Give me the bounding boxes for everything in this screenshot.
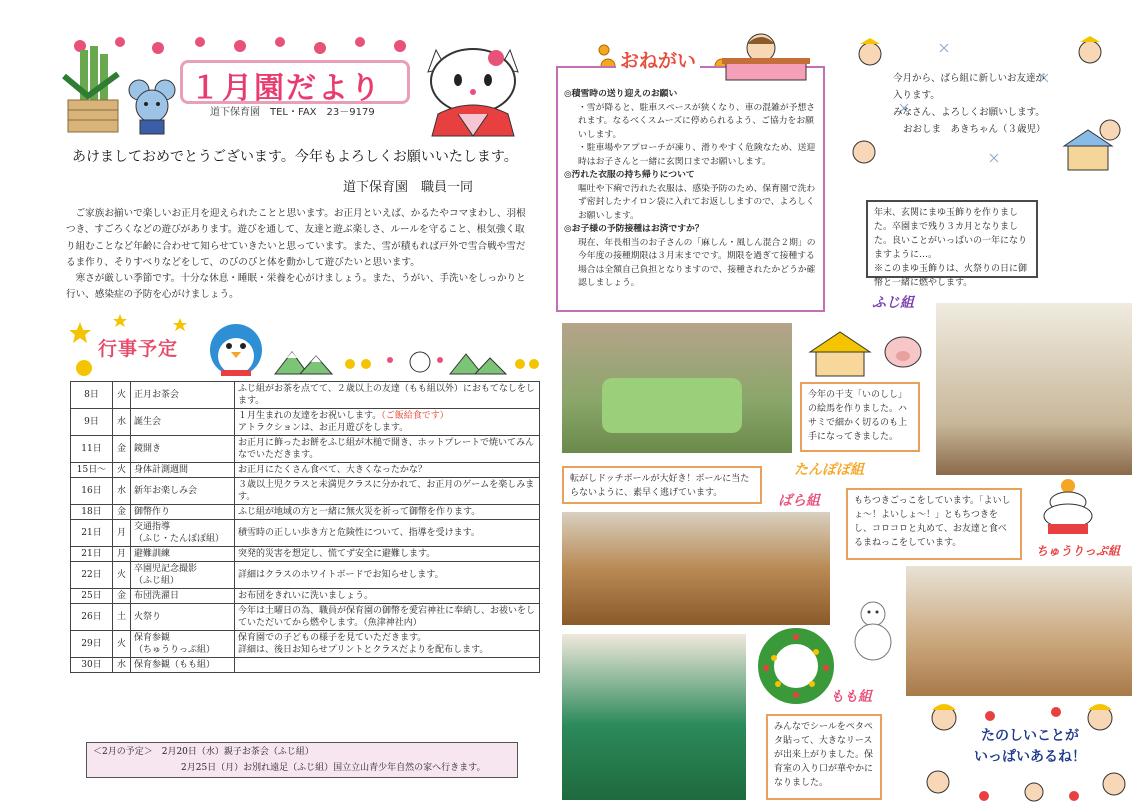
- event-desc: ふじ組が地域の方と一緒に無火災を祈って御幣を作ります。: [235, 505, 540, 520]
- event-date: 18日: [71, 505, 113, 520]
- table-row: [71, 520, 540, 547]
- fuji-class-photo: [936, 303, 1132, 475]
- table-row: [71, 547, 540, 562]
- event-weekday: 金: [113, 589, 131, 604]
- request-heading-3: ◎お子様の予防接種はお済ですか？: [564, 224, 704, 234]
- event-desc: お正月にたくさん食べて、大きくなったかな？: [235, 463, 540, 478]
- event-desc-extra: 詳細は、後日お知らせプリントとクラスだよりを配布します。: [238, 645, 489, 655]
- event-weekday: 水: [113, 658, 131, 673]
- fuji-comment: 年末、玄関にまゆ玉飾りを作りました。卒園まで残り３カ月となりました。良いことがいっぱいの一年になりますように…。: [874, 208, 1028, 260]
- events-heading: 行事予定: [98, 338, 179, 360]
- event-desc: 今年は土曜日の為、職員が保育園の御幣を愛宕神社に奉納し、お祓いをしていただいてから燃やします。（魚津神社内）: [235, 604, 540, 631]
- event-date: 29日: [71, 631, 113, 658]
- fuji-note: ※このまゆ玉飾りは、火祭りの日に御幣と一緒に燃やします。: [874, 264, 1028, 288]
- event-date: 26日: [71, 604, 113, 631]
- tanpopo-class-label: たんぽぽ組: [794, 462, 864, 478]
- next-month-line-1: ＜2月の予定＞ 2月20日（水）親子お茶会（ふじ組）: [93, 747, 314, 757]
- cat-mascot-icon: [418, 36, 528, 138]
- next-month-schedule: [86, 742, 518, 778]
- request-item-3: 嘔吐や下痢で汚れた衣服は、感染予防のため、保育園で洗わず密封したナイロン袋に入れてお返ししますので、よろしくお願いします。: [578, 183, 816, 221]
- events-table: [70, 381, 540, 673]
- event-date: 11日: [71, 436, 113, 463]
- nursery-contact: 道下保育園 TEL・FAX 23－9179: [210, 107, 375, 118]
- table-row: [71, 505, 540, 520]
- event-desc: [235, 631, 540, 658]
- event-desc-extra: アトラクションは、お正月遊びをします。: [238, 423, 409, 433]
- event-name-main: 保育参観: [134, 633, 171, 643]
- momo-class-photo: [562, 634, 746, 800]
- event-name: 新年お楽しみ会: [131, 478, 235, 505]
- table-row: [71, 463, 540, 478]
- event-name: [131, 562, 235, 589]
- table-row: [71, 604, 540, 631]
- bara-class-photo: [562, 512, 830, 625]
- intro-paragraphs: [66, 206, 534, 304]
- event-desc-main: 保育園での子どもの様子を見ていただきます。: [238, 633, 427, 643]
- event-weekday: 月: [113, 520, 131, 547]
- bara-comment: 転がしドッチボールが大好き！ボールに当たらないように、素早く逃げています。: [570, 474, 750, 498]
- event-name-main: 卒園児記念撮影: [134, 564, 198, 574]
- house-ema-icon: [806, 328, 874, 380]
- fuji-class-label: ふじ組: [872, 295, 914, 311]
- new-friend-notice: [893, 70, 1073, 138]
- event-name: 鏡開き: [131, 436, 235, 463]
- event-name-sub: （ふじ組）: [134, 576, 180, 586]
- event-name: 保育参観（もも組）: [131, 658, 235, 673]
- table-row: [71, 436, 540, 463]
- fuji-comment-bubble: [866, 200, 1038, 288]
- event-date: 21日: [71, 520, 113, 547]
- momo-comment: みんなでシールをペタペタ貼って、大きなリースが出来上がりました。保育室の入り口が華やかになりました。: [774, 722, 874, 788]
- tanpopo-class-photo: [562, 323, 792, 453]
- table-row: [71, 658, 540, 673]
- event-weekday: 水: [113, 409, 131, 436]
- tanpopo-comment: 今年の干支「いのしし」の絵馬を作りました。ハサミで細かく切るのも上手になってきました。: [808, 390, 908, 442]
- event-desc: 詳細はクラスのホワイトボードでお知らせします。: [235, 562, 540, 589]
- penguin-icon: [203, 316, 269, 380]
- chuurippu-comment-bubble: [846, 488, 1022, 560]
- event-date: 8日: [71, 382, 113, 409]
- event-weekday: 水: [113, 478, 131, 505]
- table-row: [71, 589, 540, 604]
- event-weekday: 月: [113, 547, 131, 562]
- event-desc: ふじ組がお茶を点てて、２歳以上の友達（もも組以外）におもてなしをします。: [235, 382, 540, 409]
- event-date: 22日: [71, 562, 113, 589]
- page-title: １月園だより: [190, 71, 382, 106]
- event-desc: [235, 658, 540, 673]
- table-row: [71, 478, 540, 505]
- chuurippu-class-label: ちゅうりっぷ組: [1036, 544, 1121, 558]
- event-date: 30日: [71, 658, 113, 673]
- table-row: [71, 631, 540, 658]
- intro-paragraph-2: 寒さが厳しい季節です。十分な休息・睡眠・栄養を心がけましょう。また、うがい、手洗いをしっかりと行い、感染症の予防を心がけましょう。: [66, 273, 526, 301]
- event-desc: [235, 409, 540, 436]
- momo-comment-bubble: [766, 714, 882, 800]
- requests-box: [556, 66, 825, 312]
- event-date: 25日: [71, 589, 113, 604]
- boar-icon: [880, 330, 926, 370]
- event-name: [131, 631, 235, 658]
- event-desc: ３歳以上児クラスと未満児クラスに分かれて、お正月のゲームを楽しみます。: [235, 478, 540, 505]
- event-note: （ご飯給食です）: [381, 411, 449, 421]
- event-name: 避難訓練: [131, 547, 235, 562]
- event-date: 15日～: [71, 463, 113, 478]
- event-weekday: 火: [113, 463, 131, 478]
- event-name: 火祭り: [131, 604, 235, 631]
- intro-line-3: みなさん、よろしくお願いします。: [893, 107, 1045, 118]
- request-item-1: ・雪が降ると、駐車スペースが狭くなり、車の混雑が予想されます。なるべくスムーズに停められるよう、ご協力をお願いします。: [578, 102, 816, 140]
- event-desc: お布団をきれいに洗いましょう。: [235, 589, 540, 604]
- mountain-scene-decoration: [270, 338, 540, 378]
- event-desc: 積雪時の正しい歩き方と危険性について、指導を受けます。: [235, 520, 540, 547]
- request-item-4: 現在、年長相当のお子さんの「麻しん・風しん混合２期」の今年度の接種期限は３月末までです。期限を過ぎて接種する場合は全額自己負担となりますので、接種されたかどうか確認しましょう。: [578, 237, 816, 288]
- event-name: 誕生会: [131, 409, 235, 436]
- next-month-line-2: 2月25日（月）お別れ遠足（ふじ組）国立立山青少年自然の家へ行きます。: [181, 763, 486, 773]
- closing-message: [974, 726, 1086, 768]
- request-item-2: ・駐車場やアプローチが凍り、滑りやすく危険なため、送迎時はお子さんと一緒に玄関口までお願いします。: [578, 143, 816, 167]
- requests-heading: おねがい: [616, 46, 700, 73]
- greeting-signature: 道下保育園 職員一同: [343, 180, 474, 195]
- event-name: 身体計測週間: [131, 463, 235, 478]
- event-date: 16日: [71, 478, 113, 505]
- kagamimochi-icon: [1034, 478, 1102, 538]
- mouse-mascot-icon: [125, 78, 180, 136]
- chuurippu-class-photo: [906, 566, 1132, 696]
- bara-comment-bubble: [562, 466, 762, 504]
- table-row: [71, 562, 540, 589]
- table-shape: [602, 378, 742, 433]
- wreath-icon: [756, 628, 836, 704]
- request-heading-1: ◎積雪時の送り迎えのお願い: [564, 89, 678, 99]
- table-row: [71, 409, 540, 436]
- closing-line-2: いっぱいあるね！: [974, 749, 1086, 765]
- event-date: 21日: [71, 547, 113, 562]
- kadomatsu-icon: [58, 46, 128, 136]
- snowman-icon: [848, 596, 898, 662]
- event-weekday: 火: [113, 382, 131, 409]
- event-name-main: 交通指導: [134, 522, 171, 532]
- bara-class-label: ばら組: [778, 493, 820, 509]
- event-name-sub: （ちゅうりっぷ組）: [134, 645, 216, 655]
- event-weekday: 火: [113, 631, 131, 658]
- event-name: 正月お茶会: [131, 382, 235, 409]
- intro-line-1: 今月から、ばら組に新しいお友達が: [893, 73, 1046, 84]
- event-name: [131, 520, 235, 547]
- intro-line-2: 入ります。: [893, 90, 940, 101]
- event-date: 9日: [71, 409, 113, 436]
- event-desc: お正月に飾ったお餅をふじ組が木槌で開き、ホットプレートで焼いてみんなでいただきます。: [235, 436, 540, 463]
- table-row: [71, 382, 540, 409]
- event-weekday: 土: [113, 604, 131, 631]
- closing-line-1: たのしいことが: [981, 728, 1079, 744]
- intro-line-4: おおしま あきちゃん（３歳児）: [903, 124, 1046, 135]
- intro-paragraph-1: ご家族お揃いで楽しいお正月を迎えられたことと思います。お正月といえば、かるたやコマまわし、羽根つき、すごろくなどの遊びがあります。遊びを通して、友達と遊ぶ楽しさ、ルールを守ること、根気強く取り組むことなど年齢に合わせて知らせていきたいと思っています。また、雪が積もれば戸外で雪合戦や雪だるま作り、そりすべりなどをして、のびのびと体を動かして遊びたいと思います。: [66, 208, 526, 268]
- event-name-sub: （ふじ・たんぽぽ組）: [134, 534, 225, 544]
- event-weekday: 金: [113, 436, 131, 463]
- event-name: 御幣作り: [131, 505, 235, 520]
- girl-kotatsu-icon: [716, 30, 816, 86]
- tanpopo-comment-bubble: [800, 382, 920, 452]
- new-year-greeting: あけましておめでとうございます。今年もよろしくお願いいたします。: [72, 149, 518, 165]
- event-desc-main: １月生まれの友達をお祝いします。: [238, 411, 382, 421]
- event-desc: 突発的災害を想定し、慌てず安全に避難します。: [235, 547, 540, 562]
- momo-class-label: もも組: [830, 689, 872, 705]
- request-heading-2: ◎汚れた衣服の持ち帰りについて: [564, 170, 695, 180]
- event-weekday: 金: [113, 505, 131, 520]
- event-weekday: 火: [113, 562, 131, 589]
- event-name: 布団洗濯日: [131, 589, 235, 604]
- chuurippu-comment: もちつきごっこをしています。「よいしょ～！よいしょ～！」ともちつきをし、コロコロと丸めて、お友達と食べるまねっこをしています。: [854, 496, 1011, 548]
